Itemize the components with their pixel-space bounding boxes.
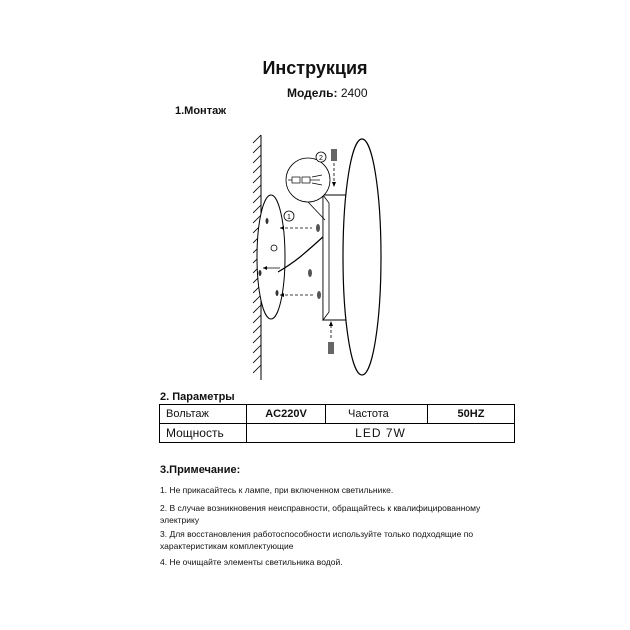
model-label: Модель: — [287, 86, 338, 100]
screw-icon — [317, 291, 321, 299]
mounting-plate — [257, 195, 285, 319]
plate-screw-hole — [259, 270, 262, 276]
frequency-value: 50HZ — [428, 405, 515, 424]
voltage-value: AC220V — [247, 405, 326, 424]
power-label: Мощность — [160, 424, 247, 443]
note-item: 1. Не прикасайтесь к лампе, при включенном светильнике. — [160, 485, 394, 495]
note-item: 2. В случае возникновения неисправности, обращайтесь к квалифицированному электрику — [160, 503, 481, 525]
screw-icon — [328, 342, 334, 354]
note-item: 3. Для восстановления работоспособности используйте только подходящие по характеристикам комплектующие — [160, 529, 474, 551]
page-title: Инструкция — [262, 58, 368, 78]
section-mounting-heading: 1.Монтаж — [175, 105, 227, 117]
plate-screw-hole — [276, 290, 279, 296]
screw-icon — [308, 269, 312, 277]
table-row — [160, 405, 515, 424]
table-row — [160, 424, 515, 443]
lamp-shade — [343, 139, 381, 375]
model-row — [287, 86, 368, 100]
plate-screw-hole — [266, 218, 269, 224]
detail-circle — [286, 158, 330, 202]
callout-1-label: 1 — [287, 214, 291, 221]
callout-2-label: 2 — [319, 155, 323, 162]
mounting-diagram — [240, 125, 400, 387]
screw-icon — [331, 149, 337, 161]
screw-icon — [316, 224, 320, 232]
power-value: LED 7W — [247, 424, 515, 443]
section-notes-heading: 3.Примечание: — [160, 464, 241, 476]
model-value: 2400 — [340, 86, 368, 100]
voltage-label: Вольтаж — [160, 405, 247, 424]
section-params-heading: 2. Параметры — [160, 391, 235, 403]
note-item: 4. Не очищайте элементы светильника водой. — [160, 557, 343, 567]
frequency-label: Частота — [326, 405, 428, 424]
params-table — [159, 404, 515, 443]
